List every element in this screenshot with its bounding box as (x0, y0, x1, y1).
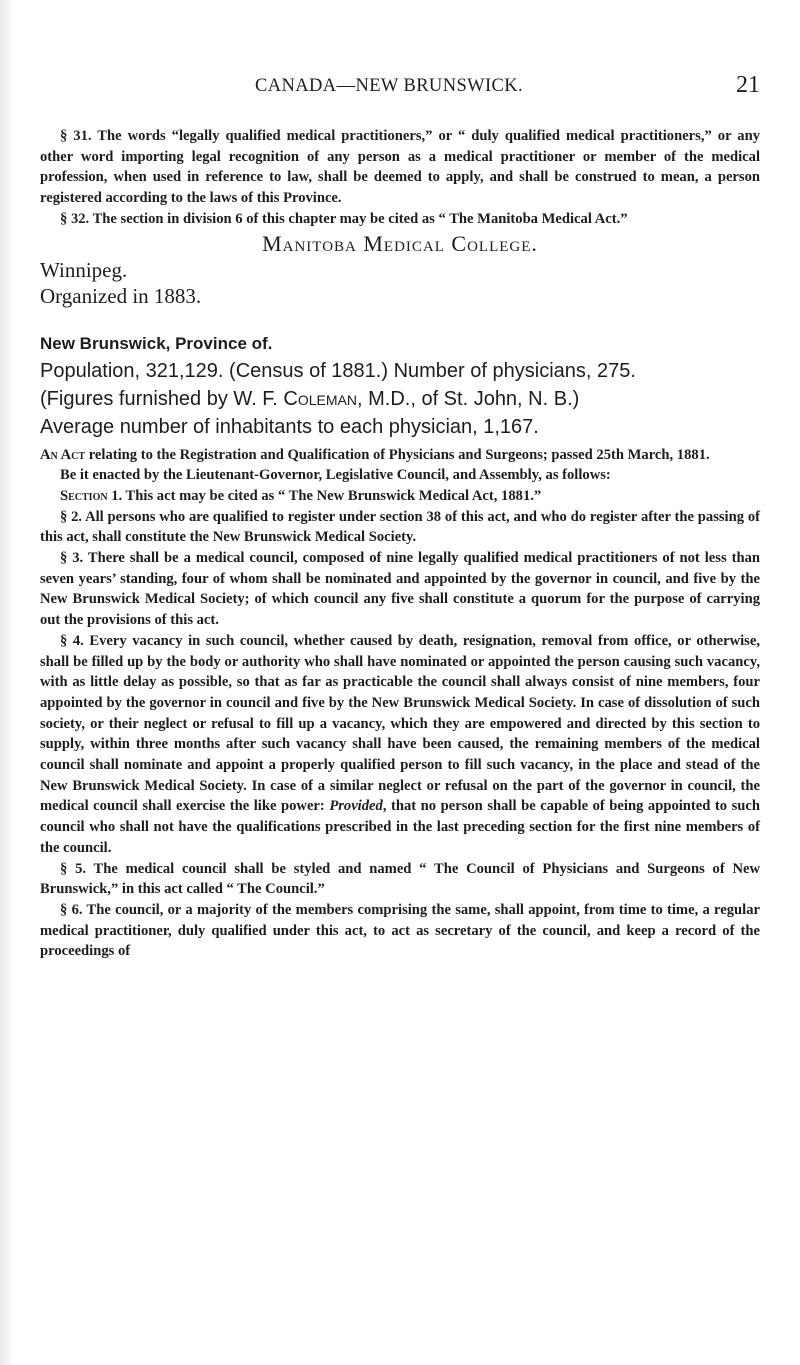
figures-post: , M.D., of St. John, N. B.) (357, 387, 580, 410)
page-number: 21 (736, 72, 760, 98)
section-4-text: § 4. Every vacancy in such council, whether caused by death, resignation, removal from office, or otherwise, shall be filled up by the body or authority who shall have nominated or appointed the person causing such vacancy, with as little delay as possible, so that as far as practicable the council shall always consist of nine members, four appointed by the governor in council and five by the New Brunswick Medical Society. In case of dissolution of such society, or their neglect or refusal to fill up a vacancy, which they are empowered and directed by this section to supply, within three months after such vacancy shall have been caused, the remaining members of the medical council shall nominate and appoint a properly qualified person to fill such vacancy, in the place and stead of the New Brunswick Medical Society. In case of a similar neglect or refusal on the part of the governor in council, the medical council shall exercise the like power: (40, 632, 760, 815)
section-4-provided: Provided (329, 798, 383, 815)
section-2: § 2. All persons who are qualified to register under section 38 of this act, and who do register after the passing of this act, shall constitute the New Brunswick Medical Society. (40, 508, 760, 546)
section-4 (40, 631, 760, 859)
running-head: CANADA—NEW BRUNSWICK. (255, 76, 524, 96)
act-label: An Act (40, 446, 86, 463)
section-1-text: This act may be cited as “ The New Brunswick Medical Act, 1881.” (122, 487, 542, 504)
page-header (40, 72, 760, 100)
figures-line (40, 385, 760, 413)
figures-name: Coleman (283, 387, 357, 410)
section-32: § 32. The section in division 6 of this chapter may be cited as “ The Manitoba Medical Act.” (60, 210, 628, 227)
average-line: Average number of inhabitants to each physician, 1,167. (40, 415, 539, 438)
page-body (40, 126, 760, 962)
organized-year: Organized in 1883. (40, 283, 202, 308)
section-31: § 31. The words “legally qualified medical practitioners,” or “ duly qualified medical practitioners,” or any other word importing legal recognition of any person as a medical practitioner or member of the medical profession, when used in reference to law, shall be deemed to apply, and shall be construed to mean, a person registered according to the laws of this Province. (40, 128, 760, 207)
act-title (40, 445, 760, 466)
section-3: § 3. There shall be a medical council, composed of nine legally qualified medical practitioners of not less than seven years’ standing, four of whom shall be nominated and appointed by the governor in council, and five by the New Brunswick Medical Society; of which council any five shall constitute a quorum for the purpose of carrying out the provisions of this act. (40, 550, 760, 629)
enacting-clause: Be it enacted by the Lieutenant-Governor, Legislative Council, and Assembly, as follows: (60, 467, 611, 484)
college-name: Manitoba Medical College. (262, 230, 538, 256)
population-line: Population, 321,129. (Census of 1881.) Number of physicians, 275. (40, 359, 636, 382)
section-4-proviso: , that no person shall be capable of being appointed to such council who shall not have the qualifications prescribed in the last preceding section for the first nine members of the council. (40, 798, 760, 856)
page-edge-shadow (0, 0, 14, 1365)
college-city: Winnipeg. (40, 257, 128, 282)
section-6: § 6. The council, or a majority of the members comprising the same, shall appoint, from time to time, a regular medical practitioner, duly qualified under this act, to act as secretary of the council, and keep a record of the proceedings of (40, 901, 760, 960)
section-5: § 5. The medical council shall be styled and named “ The Council of Physicians and Surgeons of New Brunswick,” in this act called “ The Council.” (40, 860, 760, 898)
section-1 (40, 486, 760, 507)
section-1-label: Section 1. (60, 487, 123, 504)
act-title-text: relating to the Registration and Qualification of Physicians and Surgeons; passed 25th March, 1881. (85, 446, 710, 463)
figures-pre: (Figures furnished by W. F. (40, 387, 284, 410)
province-heading: New Brunswick, Province of. (40, 333, 273, 353)
